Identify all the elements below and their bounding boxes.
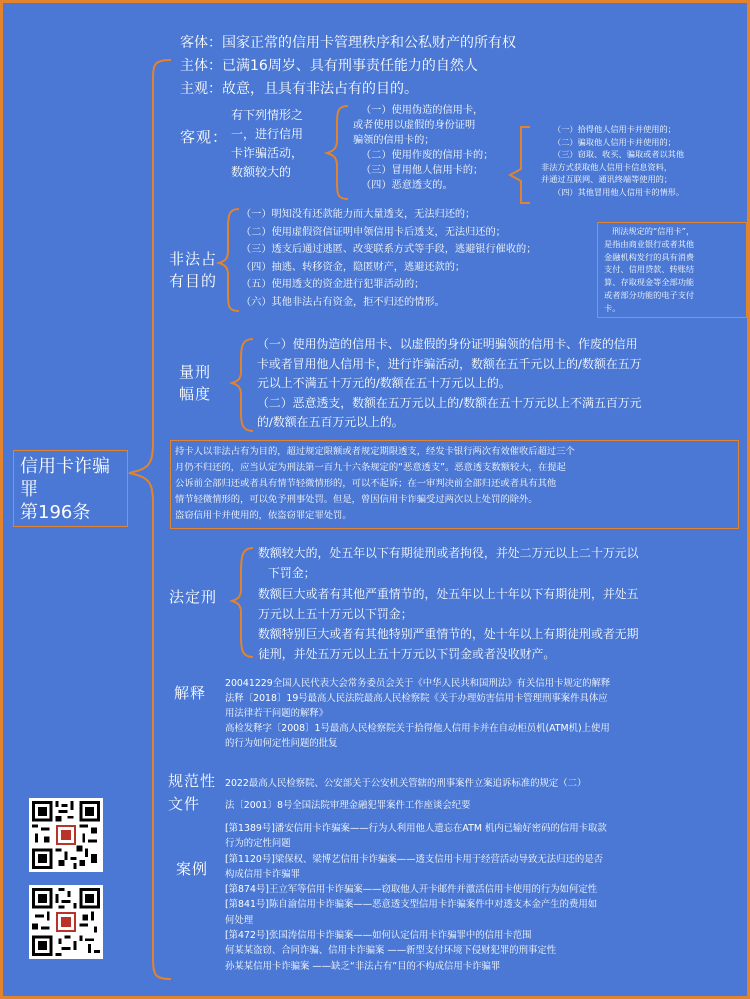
overdraft-note (175, 444, 575, 524)
keguan-item: 骗领的信用卡的； (353, 135, 435, 146)
penalty-text (258, 543, 639, 665)
normative-docs-label-line: 规范性 (168, 772, 217, 790)
definition-line: 卡。 (604, 302, 621, 313)
overdraft-note-line: 盗窃信用卡并使用的，依盗窃罪定罪处罚。 (175, 510, 352, 521)
illegal-purpose-item: （三）透支后通过逃匿、改变联系方式等手段，逃避银行催收的； (241, 244, 537, 256)
zhuti-label: 主体： (180, 58, 222, 74)
keguan-sub-item: （三）窃取、收买、骗取或者以其他 (553, 149, 685, 159)
sentencing-line: 元以上不满五十万元的/数额在五十万元以上的。 (257, 376, 511, 391)
qr-code-top[interactable] (29, 798, 103, 872)
keguan-label: 客观： (180, 128, 229, 146)
qr-code-icon (29, 885, 103, 959)
keguan-brace (327, 106, 348, 199)
keguan-sub-item: 并通过互联网、通讯终端等使用的； (541, 174, 673, 184)
main-brace (129, 60, 171, 979)
interpretation-line: 高检发释字〔2008〕1号最高人民检察院关于拾得他人信用卡并在自动柜员机(ATM机)上使用 (225, 723, 610, 734)
interpretation-line: 的行为如何定性问题的批复 (225, 738, 338, 749)
illegal-purpose-label-line: 有目的 (169, 272, 218, 290)
sentencing-text (257, 335, 642, 433)
case-item: 孙某某信用卡诈骗案 ——缺乏“非法占有”目的不构成信用卡诈骗罪 (225, 960, 501, 972)
keguan-sub-item: 非法方式获取他人信用卡信息资料， (541, 161, 673, 172)
keguan-desc-line: 数额较大的 (231, 165, 292, 179)
keguan-sub-item: （一）拾得他人信用卡并使用的； (553, 124, 676, 134)
illegal-purpose-item: （四）抽逃、转移资金，隐匿财产，逃避还款的； (241, 261, 466, 273)
interpretation-line: 20041229全国人民代表大会常务委员会关于《中华人民共和国刑法》有关信用卡规定的解释 (225, 678, 611, 689)
sentencing-label (179, 361, 211, 405)
illegal-purpose-item: （五）使用透支的资金进行犯罪活动的； (241, 279, 425, 291)
case-item: 行为的定性问题 (225, 838, 291, 850)
illegal-purpose-item: （一）明知没有还款能力而大量透支，无法归还的； (241, 209, 476, 220)
case-item: [第1120号]梁保权、梁博艺信用卡诈骗案——透支信用卡用于经营活动导致无法归还的是否 (225, 853, 604, 865)
case-item: 构成信用卡诈骗罪 (225, 868, 301, 880)
interpretation-text (225, 676, 610, 751)
root-line-1: 信用卡诈骗 (20, 456, 110, 477)
root-line-3: 第196条 (20, 502, 91, 523)
root-title (20, 455, 110, 524)
normative-docs-line: 法〔2001〕8号全国法院审理金融犯罪案件工作座谈会纪要 (225, 800, 471, 811)
interpretation-label: 解释 (174, 684, 207, 702)
illegal-purpose-label (169, 248, 217, 292)
keguan-item: （三）冒用他人信用卡的； (361, 165, 484, 176)
penalty-line: 下罚金； (268, 566, 316, 581)
qr-code-bottom[interactable] (29, 885, 103, 959)
definition-line: 算、存取现金等全部功能 (604, 277, 695, 288)
overdraft-note-line: 公诉前全部归还或者具有情节轻微情形的，可以不起诉；在一审判决前全部归还或者具有其他 (175, 478, 557, 489)
case-item: [第1389号]潘安信用卡诈骗案——行为人利用他人遗忘在ATM 机内已输好密码的信用卡取款 (225, 823, 607, 834)
definition-line: 支付、信用贷款、转账结 (604, 264, 695, 275)
penalty-line: 数额特别巨大或者有其他特别严重情节的，处十年以上有期徒刑或者无期 (258, 627, 639, 642)
keti-row (180, 33, 516, 53)
case-item: 何处理 (225, 914, 254, 926)
keguan-sub-item: （二）骗取他人信用卡并使用的； (553, 136, 676, 147)
zhuti-text: 已满16周岁、具有刑事责任能力的自然人 (222, 58, 478, 74)
overdraft-note-line: 情节轻微情形的，可以免予刑事处罚。但是，曾因信用卡诈骗受过两次以上处罚的除外。 (175, 494, 538, 505)
definition-line: 刑法规定的“信用卡”， (612, 226, 695, 236)
penalty-brace (232, 548, 253, 657)
penalty-line: 数额巨大或者有其他严重情节的，处五年以上十年以下有期徒刑，并处五 (258, 586, 639, 601)
keti-label: 客体： (180, 35, 222, 51)
keguan-item: （四）恶意透支的。 (361, 180, 453, 191)
keguan-sub-items (541, 123, 684, 198)
penalty-line: 徒刑，并处五万元以上五十万元以下罚金或者没收财产。 (258, 647, 556, 662)
illegal-purpose-label-line: 非法占 (169, 250, 218, 268)
zhuti-row (180, 56, 478, 76)
sentencing-line: （一）使用伪造的信用卡、以虚假的身份证明骗领的信用卡、作废的信用 (257, 337, 638, 351)
cases-label: 案例 (176, 860, 209, 878)
qr-code-icon (29, 798, 103, 872)
sentencing-label-line: 量刑 (179, 363, 212, 381)
normative-docs-text (225, 773, 586, 817)
sentencing-line: 卡或者冒用他人信用卡，进行诈骗活动，数额在五千元以上的/数额在五万 (257, 356, 642, 371)
keguan-items (353, 103, 493, 193)
credit-card-definition (604, 225, 694, 315)
illegal-purpose-item: （二）使用虚假资信证明申领信用卡后透支，无法归还的； (241, 226, 506, 238)
normative-docs-label (168, 770, 216, 816)
definition-line: 金融机构发行的具有消费 (604, 251, 695, 262)
normative-docs-label-line: 文件 (168, 795, 201, 813)
keguan-item: 或者使用以虚假的身份证明 (353, 120, 476, 131)
keguan-sub-brace (510, 127, 530, 203)
zhuguan-text: 故意，且具有非法占有的目的。 (222, 81, 418, 97)
sentencing-brace (232, 339, 253, 431)
interpretation-line: 法释〔2018〕19号最高人民法院最高人民检察院《关于办理妨害信用卡管理刑事案件具体应 (225, 693, 608, 704)
keguan-desc-line: 有下列情形之 (231, 108, 304, 122)
illegal-brace (219, 209, 239, 311)
definition-line: 是指由商业银行或者其他 (604, 238, 695, 249)
penalty-line: 万元以上五十万元以下罚金； (258, 606, 413, 621)
case-item: [第841号]陈自渝信用卡诈骗案——恶意透支型信用卡诈骗案件中对透支本金产生的费用如 (225, 899, 598, 911)
keguan-desc (231, 106, 303, 182)
keguan-desc-line: 一，进行信用 (231, 127, 304, 141)
normative-docs-line: 2022最高人民检察院、公安部关于公安机关管辖的刑事案件立案追诉标准的规定（二） (225, 778, 587, 789)
definition-line: 或者部分功能的电子支付 (604, 289, 695, 300)
overdraft-note-line: 月仍不归还的，应当认定为刑法第一百九十六条规定的“恶意透支”。恶意透支数额较大，在提起 (175, 462, 566, 473)
interpretation-line: 用法律若干问题的解释》 (225, 708, 329, 719)
keguan-item: （二）使用作废的信用卡的； (361, 150, 494, 161)
sentencing-label-line: 幅度 (179, 385, 212, 403)
overdraft-note-line: 持卡人以非法占有为目的，超过规定限额或者规定期限透支，经发卡银行两次有效催收后超过三个 (175, 446, 575, 457)
illegal-purpose-items (241, 206, 536, 312)
case-item: [第874号]王立军等信用卡诈骗案——窃取他人开卡邮件并激活信用卡使用的行为如何定性 (225, 884, 598, 896)
case-item: [第472号]张国涛信用卡诈骗案——如何认定信用卡诈骗罪中的信用卡范围 (225, 930, 532, 942)
case-item: 何某某盗窃、合同诈骗、信用卡诈骗案 ——新型支付环境下侵财犯罪的刑事定性 (225, 945, 557, 957)
keti-text: 国家正常的信用卡管理秩序和公私财产的所有权 (222, 35, 516, 51)
zhuguan-label: 主观： (180, 81, 222, 97)
sentencing-line: 的/数额在五百万元以上的。 (257, 415, 404, 430)
root-line-2: 罪 (20, 479, 38, 500)
keguan-desc-line: 卡诈骗活动， (231, 146, 304, 160)
penalty-label: 法定刑 (169, 588, 218, 606)
illegal-purpose-item: （六）其他非法占有资金，拒不归还的情形。 (241, 296, 445, 308)
zhuguan-row (180, 79, 418, 99)
penalty-line: 数额较大的，处五年以下有期徒刑或者拘役，并处二万元以上二十万元以 (258, 546, 639, 560)
cases-text (225, 821, 607, 974)
sentencing-line: （二）恶意透支，数额在五万元以上的/数额在五十万元以上不满五百万元 (257, 395, 642, 410)
keguan-item: （一）使用伪造的信用卡， (361, 105, 484, 116)
keguan-sub-item: （四）其他冒用他人信用卡的情形。 (553, 186, 685, 197)
